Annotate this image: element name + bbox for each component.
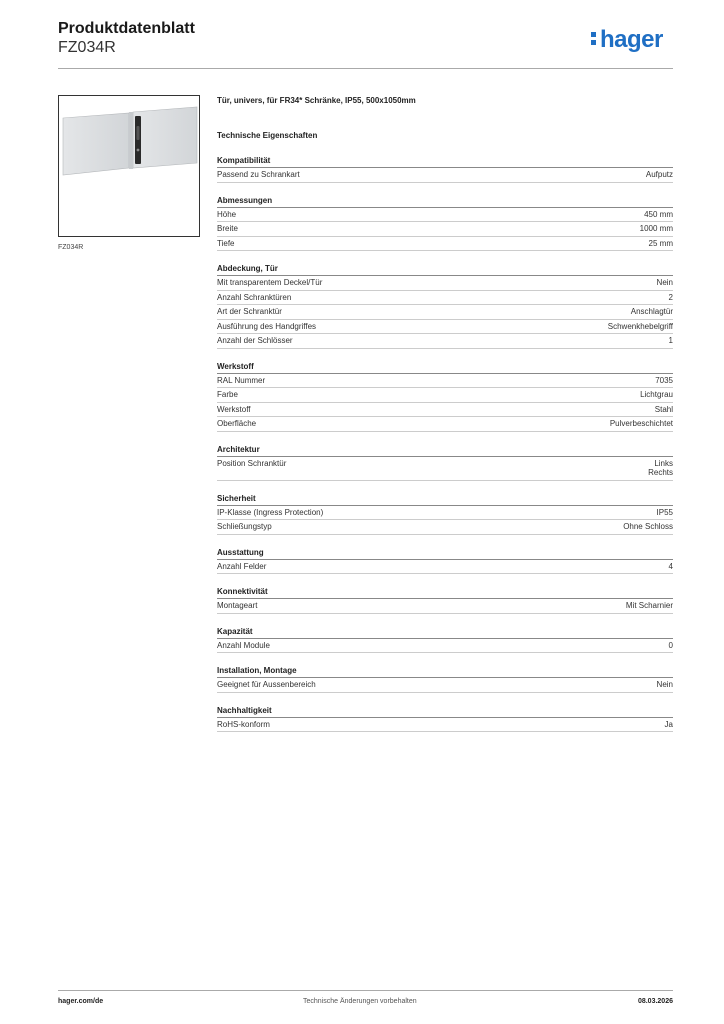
spec-value-line: Anschlagtür [630, 307, 673, 316]
spec-section [217, 705, 673, 733]
spec-value [640, 390, 673, 400]
spec-value [657, 278, 673, 288]
spec-value-line: IP55 [656, 507, 673, 517]
spec-value [623, 522, 673, 532]
image-caption: FZ034R [58, 244, 84, 251]
spec-value [640, 224, 673, 234]
spec-label: Anzahl Felder [217, 561, 267, 571]
spec-value [665, 720, 673, 730]
spec-value [646, 170, 673, 180]
footer-disclaimer: Technische Änderungen vorbehalten [303, 998, 417, 1005]
tech-heading: Technische Eigenschaften [217, 131, 318, 140]
spec-sections [217, 155, 673, 732]
spec-row [217, 520, 673, 535]
spec-value-line: 1000 mm [639, 224, 673, 233]
spec-label: Ausführung des Handgriffes [217, 321, 317, 331]
spec-value [669, 336, 673, 346]
spec-row [217, 599, 673, 614]
spec-label: Tiefe [217, 238, 235, 248]
footer-website: hager.com/de [58, 998, 104, 1005]
spec-row [217, 276, 673, 291]
spec-value-line: 4 [668, 561, 673, 571]
section-title: Ausstattung [217, 547, 673, 560]
spec-value [669, 641, 673, 651]
section-title: Architektur [217, 444, 673, 457]
spec-row [217, 334, 673, 349]
spec-section [217, 586, 673, 614]
spec-value [657, 680, 673, 690]
spec-value-line: 25 mm [648, 238, 673, 248]
spec-value-line: 1 [668, 336, 673, 345]
logo-colon-icon [591, 27, 597, 47]
spec-label: Höhe [217, 209, 237, 219]
section-title: Abdeckung, Tür [217, 263, 673, 276]
section-title: Werkstoff [217, 361, 673, 374]
spec-row [217, 457, 673, 481]
spec-value [610, 419, 673, 429]
section-title: Sicherheit [217, 493, 673, 506]
spec-row [217, 403, 673, 418]
spec-value-line: 450 mm [644, 209, 673, 219]
product-code: FZ034R [58, 39, 116, 56]
spec-value-line: Schwenkhebelgriff [607, 321, 673, 331]
spec-value-line: Ja [664, 719, 673, 729]
spec-section [217, 665, 673, 693]
header-divider [58, 68, 673, 69]
spec-label: Schließungstyp [217, 522, 272, 531]
spec-section [217, 361, 673, 432]
spec-content [217, 96, 673, 744]
spec-label: Position Schranktür [217, 458, 287, 468]
footer-divider [58, 990, 673, 991]
section-title: Nachhaltigkeit [217, 705, 673, 718]
section-title: Konnektivität [217, 586, 673, 599]
logo-text: hager [600, 26, 663, 53]
spec-value [644, 210, 673, 220]
section-title: Kapazität [217, 626, 673, 639]
spec-row [217, 560, 673, 575]
spec-value [626, 601, 673, 611]
spec-label: Breite [217, 224, 238, 233]
spec-value-line: Nein [656, 278, 673, 287]
page-title: Produktdatenblatt [58, 20, 195, 37]
spec-label: IP-Klasse (Ingress Protection) [217, 507, 324, 517]
spec-section [217, 155, 673, 183]
spec-section [217, 263, 673, 349]
product-image [58, 95, 200, 237]
spec-value [608, 322, 673, 332]
spec-row [217, 417, 673, 432]
spec-label: Oberfläche [217, 419, 257, 428]
spec-section [217, 626, 673, 654]
spec-value-line: Ohne Schloss [623, 522, 673, 531]
spec-row [217, 506, 673, 521]
spec-row [217, 374, 673, 389]
spec-value-line: Lichtgrau [640, 390, 673, 399]
spec-row [217, 678, 673, 693]
spec-value [648, 459, 673, 478]
spec-label: Geeignet für Aussenbereich [217, 680, 316, 689]
spec-value [669, 562, 673, 572]
spec-row [217, 168, 673, 183]
spec-row [217, 222, 673, 237]
spec-label: Anzahl der Schlösser [217, 336, 293, 345]
hager-logo [591, 27, 663, 55]
spec-value [631, 307, 673, 317]
spec-value [649, 239, 673, 249]
spec-value-line: Pulverbeschichtet [609, 419, 673, 428]
footer-date: 08.03.2026 [637, 998, 673, 1005]
spec-value-line: 2 [668, 292, 673, 302]
spec-value-line: 0 [668, 640, 673, 650]
spec-label: RoHS-konform [217, 719, 270, 729]
section-title: Abmessungen [217, 195, 673, 208]
spec-row [217, 305, 673, 320]
spec-label: Art der Schranktür [217, 307, 282, 316]
spec-value [655, 376, 673, 386]
spec-label: Anzahl Module [217, 640, 270, 650]
section-title: Kompatibilität [217, 155, 673, 168]
product-title: Tür, univers, für FR34* Schränke, IP55, 500x1050mm [217, 96, 416, 105]
spec-row [217, 388, 673, 403]
door-panel-illustration [59, 96, 199, 236]
spec-section [217, 547, 673, 575]
spec-value [657, 508, 673, 518]
spec-label: Passend zu Schrankart [217, 170, 300, 179]
spec-row [217, 291, 673, 306]
spec-value-line: Nein [656, 680, 673, 689]
spec-row [217, 237, 673, 252]
spec-section [217, 195, 673, 252]
spec-value-line: 7035 [655, 375, 673, 385]
spec-label: Montageart [217, 601, 258, 610]
spec-section [217, 493, 673, 535]
spec-value [669, 293, 673, 303]
spec-label: Mit transparentem Deckel/Tür [217, 278, 323, 287]
spec-value-line: Links [654, 458, 673, 468]
section-title: Installation, Montage [217, 665, 673, 678]
spec-value-line: Stahl [654, 404, 673, 414]
spec-value [655, 405, 673, 415]
spec-value-line: Aufputz [645, 170, 673, 179]
spec-section [217, 444, 673, 481]
spec-label: Farbe [217, 390, 238, 399]
spec-label: RAL Nummer [217, 375, 266, 385]
spec-value-line: Mit Scharnier [625, 601, 673, 610]
spec-label: Werkstoff [217, 404, 251, 414]
spec-row [217, 208, 673, 223]
spec-row [217, 718, 673, 733]
spec-label: Anzahl Schranktüren [217, 292, 292, 302]
spec-row [217, 639, 673, 654]
spec-value-line: Rechts [648, 468, 673, 477]
spec-row [217, 320, 673, 335]
